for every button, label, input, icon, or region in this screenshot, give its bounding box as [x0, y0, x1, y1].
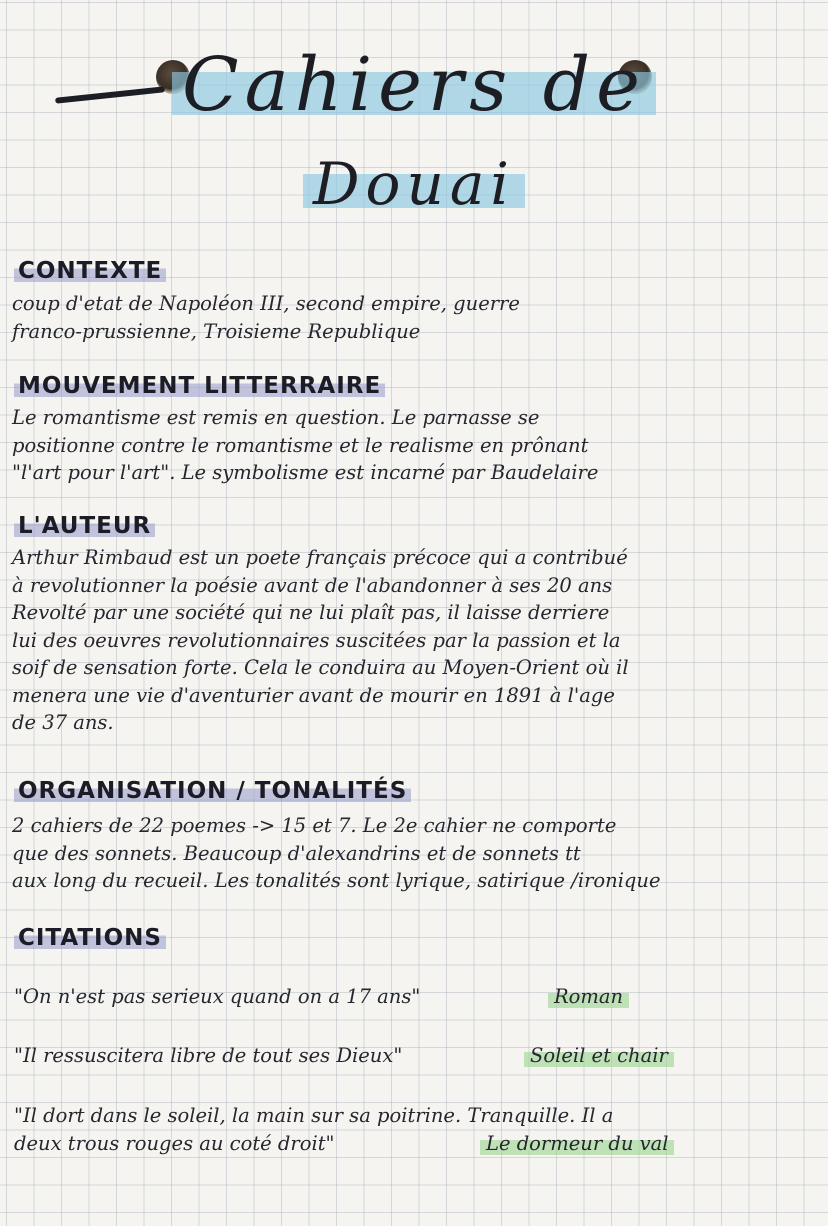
title-line-2: Douai — [0, 150, 828, 218]
citation-source-2: Soleil et chair — [524, 1042, 674, 1070]
citation-quote-3: "Il dort dans le soleil, la main sur sa poitrine. Tranquille. Il a deux trous rouges au coté droit" — [14, 1104, 614, 1155]
text-auteur: Arthur Rimbaud est un poete français précoce qui a contribué à revolutionner la poésie avant de l'abandonner à ses 20 ans Revolté par une société qui ne lui plaît pas, il laisse derriere lui des oeuvres revolutionnaires suscitées par la passion et la soif de sensation forte. Cela le conduira au Moyen-Orient où il menera une vie d'aventurier avant de mourir en 1891 à l'age de 37 ans. — [12, 546, 629, 734]
text-contexte: coup d'etat de Napoléon III, second empire, guerre franco-prussienne, Troisieme Republique — [12, 292, 520, 343]
heading-citations: CITATIONS — [14, 925, 166, 951]
heading-auteur: L'AUTEUR — [14, 513, 155, 539]
citation-quote-2: "Il ressuscitera libre de tout ses Dieux" — [14, 1044, 403, 1067]
heading-contexte: CONTEXTE — [14, 258, 166, 284]
citation-source-1: Roman — [548, 983, 629, 1011]
citation-quote-1: "On n'est pas serieux quand on a 17 ans" — [14, 985, 421, 1008]
citation-source-3: Le dormeur du val — [480, 1130, 674, 1158]
text-mouvement: Le romantisme est remis en question. Le parnasse se positionne contre le romantisme et le realisme en prônant "l'art pour l'art". Le symbolisme est incarné par Baudelaire — [12, 406, 599, 484]
title-line-1: Cahiers de — [0, 42, 828, 128]
heading-organisation: ORGANISATION / TONALITÉS — [14, 778, 411, 804]
heading-mouvement: MOUVEMENT LITTERRAIRE — [14, 373, 385, 399]
text-organisation: 2 cahiers de 22 poemes -> 15 et 7. Le 2e cahier ne comporte que des sonnets. Beaucoup d'alexandrins et de sonnets tt aux long du recueil. Les tonalités sont lyrique, satirique /ironique — [12, 814, 661, 892]
